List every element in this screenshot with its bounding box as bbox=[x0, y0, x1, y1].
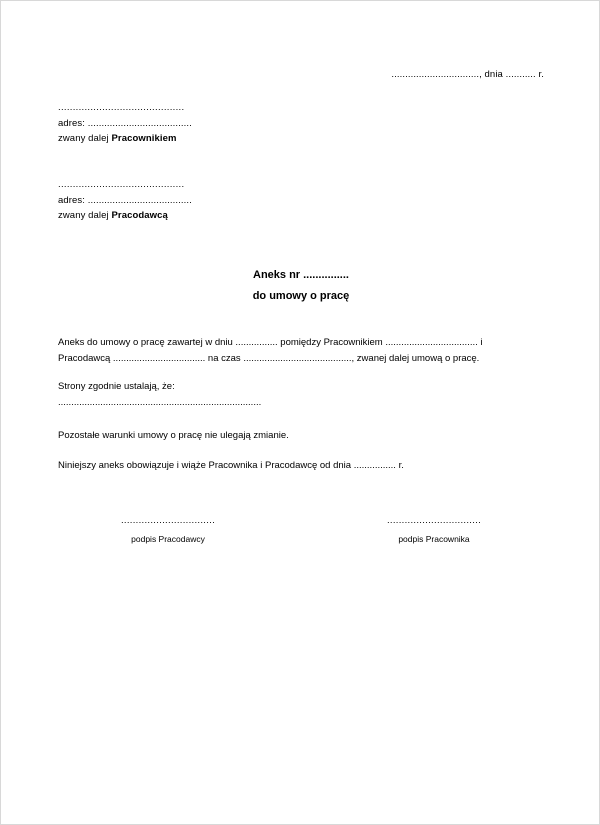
paragraph-intro-line1: Aneks do umowy o pracę zawartej w dniu ................ pomiędzy Pracownikiem ................................... i bbox=[58, 337, 483, 348]
employer-party-block bbox=[58, 177, 192, 224]
paragraph-intro bbox=[58, 335, 544, 367]
employee-address-line: adres: ...................................... bbox=[58, 117, 192, 129]
paragraph-agreement bbox=[58, 379, 544, 411]
document-title bbox=[58, 265, 544, 307]
employee-role-line bbox=[58, 131, 192, 147]
employer-role-name: Pracodawcą bbox=[111, 210, 168, 221]
employer-signature bbox=[68, 515, 268, 544]
employer-signature-caption: podpis Pracodawcy bbox=[131, 534, 205, 544]
employee-role-prefix: zwany dalej bbox=[58, 133, 112, 144]
paragraph-effective-date: Niniejszy aneks obowiązuje i wiąże Pracownika i Pracodawcę od dnia ................ r. bbox=[58, 460, 404, 471]
paragraph-agreement-line1: Strony zgodnie ustalają, że: bbox=[58, 381, 175, 392]
employer-role-line bbox=[58, 208, 192, 224]
employee-party-block bbox=[58, 100, 192, 147]
employee-signature-caption: podpis Pracownika bbox=[398, 534, 470, 544]
employee-name-dots: ........................................... bbox=[58, 102, 185, 113]
employee-signature-dots: ................................ bbox=[386, 515, 482, 526]
paragraph-unchanged-terms: Pozostałe warunki umowy o pracę nie ulegają zmianie. bbox=[58, 430, 289, 441]
employer-name-dots: ........................................... bbox=[58, 179, 185, 190]
paragraph-intro-line2: Pracodawcą ................................... na czas ........................................., zwanej dalej umową o pracę. bbox=[58, 353, 480, 364]
paragraph-agreement-fill-line: ............................................................................. bbox=[58, 397, 262, 408]
document-title-line2: do umowy o pracę bbox=[252, 290, 350, 302]
employer-address-line: adres: ...................................... bbox=[58, 194, 192, 206]
place-and-date-line: ................................, dnia ........... r. bbox=[391, 69, 544, 80]
employer-signature-dots: ................................ bbox=[120, 515, 216, 526]
employer-role-prefix: zwany dalej bbox=[58, 210, 112, 221]
employee-signature bbox=[334, 515, 534, 544]
document-content bbox=[58, 1, 544, 824]
document-title-line1: Aneks nr ............... bbox=[253, 269, 349, 281]
employee-role-name: Pracownikiem bbox=[111, 133, 177, 144]
